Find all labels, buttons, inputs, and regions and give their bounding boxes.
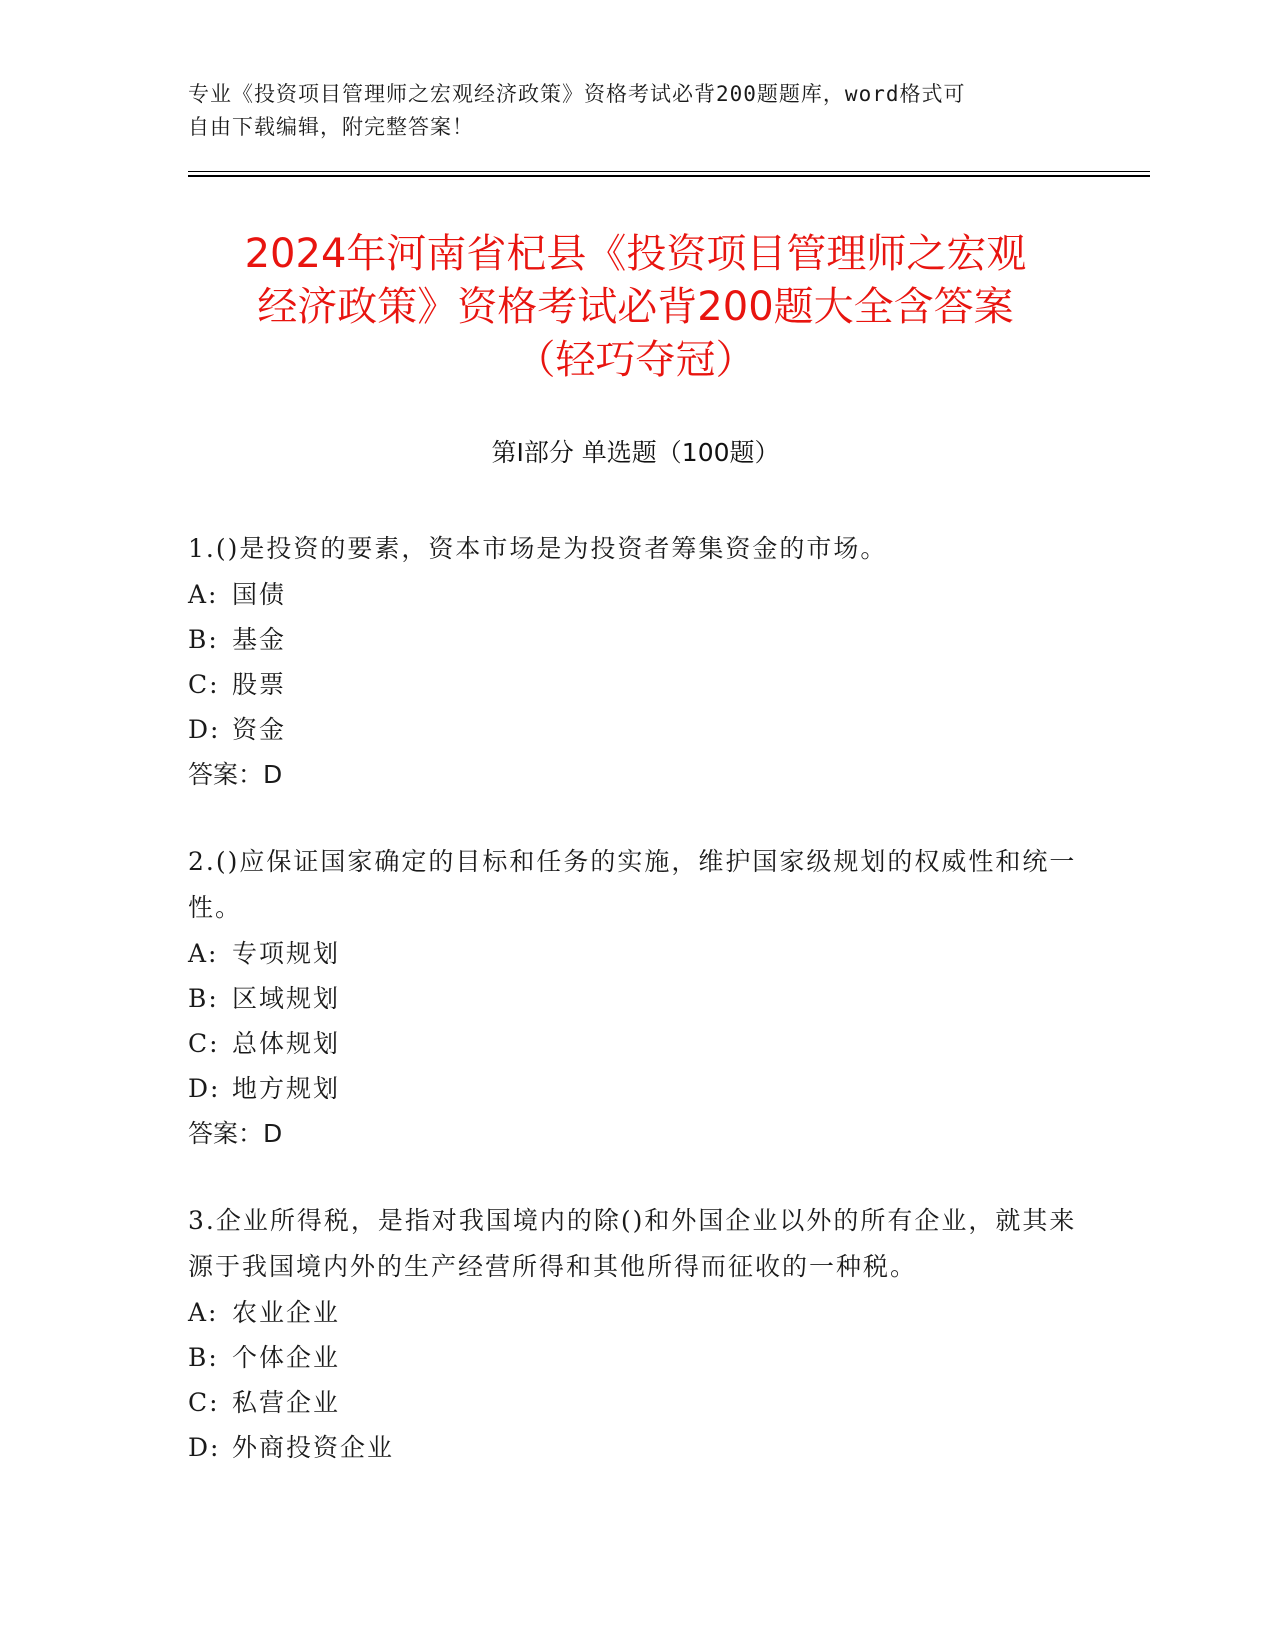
option-key: A: xyxy=(188,939,219,968)
option-text: 农业企业 xyxy=(232,1298,341,1327)
question-option xyxy=(188,617,1088,662)
question-option xyxy=(188,1021,1088,1066)
question-item xyxy=(188,1198,1088,1470)
header-rule-thin xyxy=(188,171,1150,172)
option-text: 个体企业 xyxy=(232,1343,341,1372)
question-spacer xyxy=(188,1156,1088,1198)
question-item xyxy=(188,839,1088,1156)
question-option xyxy=(188,1380,1088,1425)
header-note-line-2: 自由下载编辑，附完整答案！ xyxy=(188,115,474,139)
question-option xyxy=(188,1335,1088,1380)
question-option xyxy=(188,1290,1088,1335)
question-option xyxy=(188,707,1088,752)
question-answer: 答案：D xyxy=(188,760,283,789)
header-note-line-1: 专业《投资项目管理师之宏观经济政策》资格考试必背200题题库，word格式可 xyxy=(188,82,966,106)
title-line-2: 经济政策》资格考试必背200题大全含答案 xyxy=(257,284,1014,330)
option-key: B: xyxy=(188,984,219,1013)
option-text: 专项规划 xyxy=(232,939,341,968)
option-key: B: xyxy=(188,1343,219,1372)
section-heading: 第Ⅰ部分 单选题（100题） xyxy=(491,438,780,467)
option-text: 外商投资企业 xyxy=(232,1433,395,1462)
question-option xyxy=(188,572,1088,617)
question-stem: 1.()是投资的要素，资本市场是为投资者筹集资金的市场。 xyxy=(188,534,888,563)
option-text: 资金 xyxy=(232,715,287,744)
option-key: D: xyxy=(188,715,221,744)
header-note xyxy=(188,78,1068,144)
option-text: 区域规划 xyxy=(232,984,341,1013)
question-option xyxy=(188,662,1088,707)
question-option xyxy=(188,976,1088,1021)
option-key: A: xyxy=(188,1298,219,1327)
option-key: A: xyxy=(188,580,219,609)
document-title xyxy=(188,228,1083,387)
question-stem: 3.企业所得税，是指对我国境内的除()和外国企业以外的所有企业，就其来源于我国境内外的生产经营所得和其他所得而征收的一种税。 xyxy=(188,1206,1077,1281)
option-key: D: xyxy=(188,1433,221,1462)
question-item xyxy=(188,526,1088,797)
option-key: C: xyxy=(188,670,220,699)
option-key: D: xyxy=(188,1074,221,1103)
title-line-1: 2024年河南省杞县《投资项目管理师之宏观 xyxy=(244,231,1027,277)
question-option xyxy=(188,1425,1088,1470)
option-key: C: xyxy=(188,1388,220,1417)
option-text: 私营企业 xyxy=(232,1388,341,1417)
option-key: C: xyxy=(188,1029,220,1058)
option-text: 总体规划 xyxy=(232,1029,341,1058)
question-option xyxy=(188,931,1088,976)
option-text: 国债 xyxy=(232,580,287,609)
title-line-3: （轻巧夺冠） xyxy=(515,337,756,383)
option-text: 地方规划 xyxy=(232,1074,341,1103)
question-stem: 2.()应保证国家确定的目标和任务的实施，维护国家级规划的权威性和统一性。 xyxy=(188,847,1077,922)
header-rule-thick xyxy=(188,175,1150,177)
option-key: B: xyxy=(188,625,219,654)
question-spacer xyxy=(188,797,1088,839)
question-answer: 答案：D xyxy=(188,1119,283,1148)
option-text: 基金 xyxy=(232,625,287,654)
question-option xyxy=(188,1066,1088,1111)
question-list xyxy=(188,526,1088,1470)
option-text: 股票 xyxy=(232,670,287,699)
